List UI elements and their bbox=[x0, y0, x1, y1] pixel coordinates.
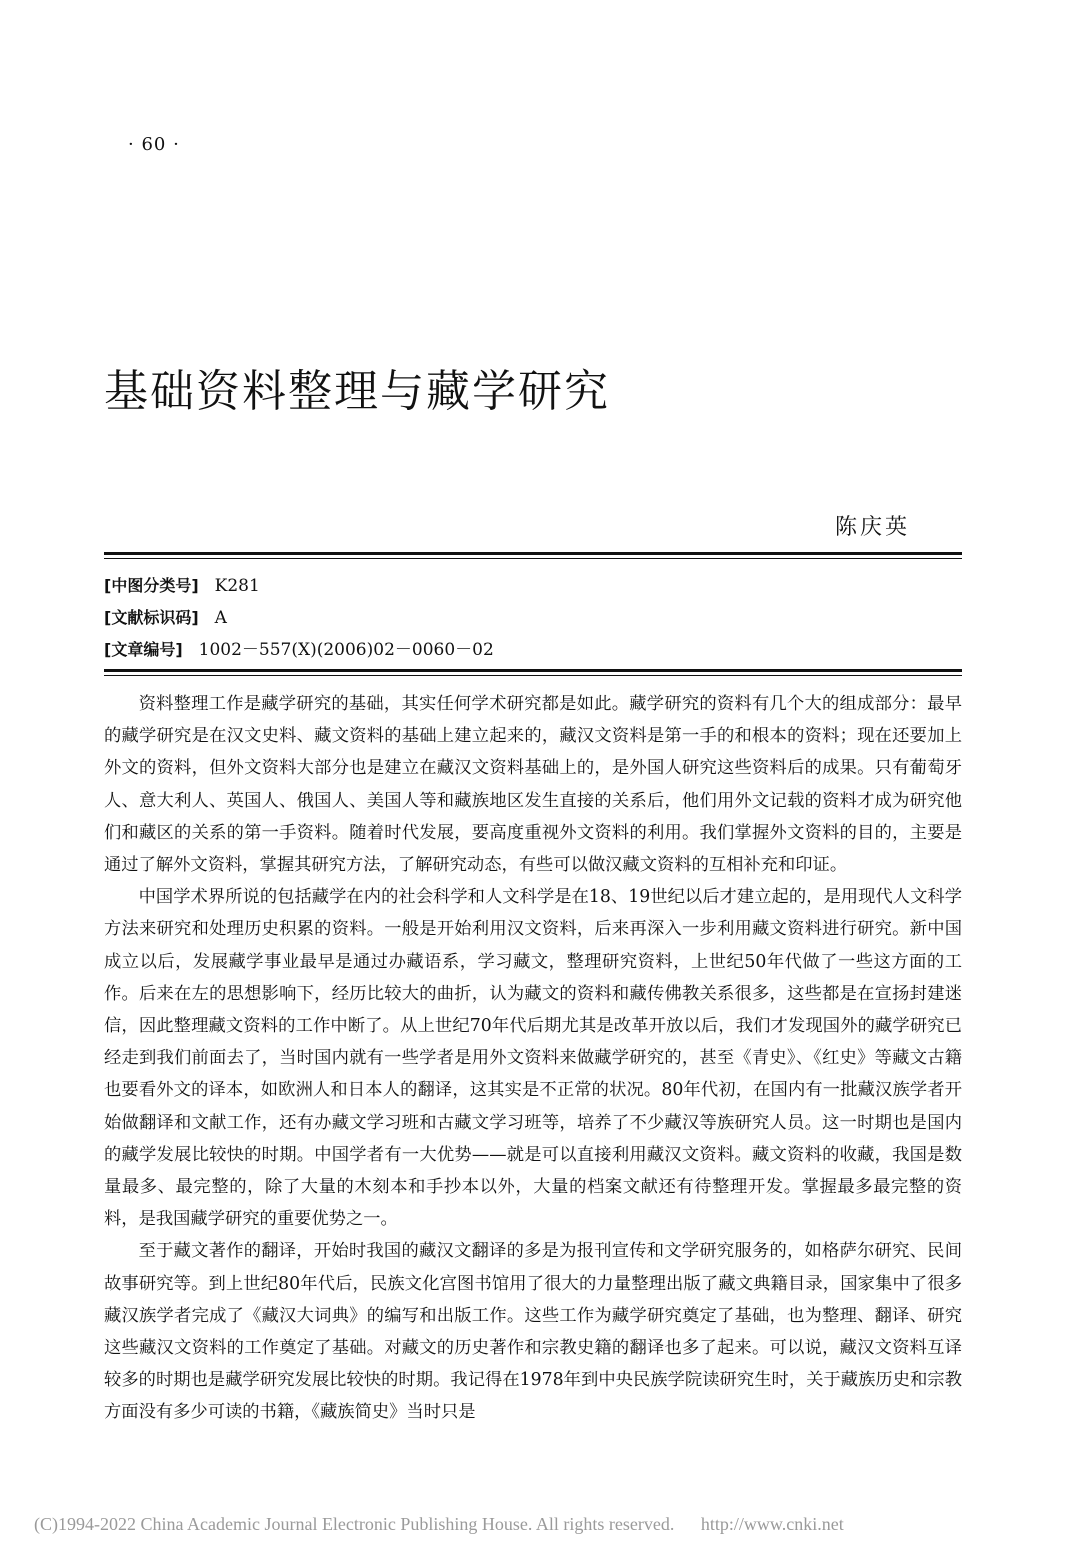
meta-value: K281 bbox=[214, 576, 260, 596]
article-body bbox=[104, 688, 962, 1429]
article-title: 基础资料整理与藏学研究 bbox=[104, 366, 610, 417]
page-number: · 60 · bbox=[128, 134, 180, 155]
meta-row-document-code bbox=[104, 602, 494, 634]
copyright-footer bbox=[34, 1514, 844, 1535]
article-metadata bbox=[104, 570, 494, 666]
meta-row-classification bbox=[104, 570, 494, 602]
metadata-rule-thick bbox=[104, 669, 962, 672]
header-rule-thick bbox=[104, 552, 962, 555]
meta-row-article-number bbox=[104, 634, 494, 666]
meta-label: [文章编号] bbox=[104, 640, 183, 659]
paragraph: 至于藏文著作的翻译，开始时我国的藏汉文翻译的多是为报刊宣传和文学研究服务的，如格萨尔研究、民间故事研究等。到上世纪80年代后，民族文化宫图书馆用了很大的力量整理出版了藏文典籍目录，国家集中了很多藏汉族学者完成了《藏汉大词典》的编写和出版工作。这些工作为藏学研究奠定了基础，也为整理、翻译、研究这些藏汉文资料的工作奠定了基础。对藏文的历史著作和宗教史籍的翻译也多了起来。可以说，藏汉文资料互译较多的时期也是藏学研究发展比较快的时期。我记得在1978年到中央民族学院读研究生时，关于藏族历史和宗教方面没有多少可读的书籍，《藏族简史》当时只是 bbox=[104, 1241, 962, 1423]
header-rule-thin bbox=[104, 558, 962, 559]
paragraph: 中国学术界所说的包括藏学在内的社会科学和人文科学是在18、19世纪以后才建立起的，是用现代人文科学方法来研究和处理历史积累的资料。一般是开始利用汉文资料，后来再深入一步利用藏文资料进行研究。新中国成立以后，发展藏学事业最早是通过办藏语系，学习藏文，整理研究资料，上世纪50年代做了一些这方面的工作。后来在左的思想影响下，经历比较大的曲折，认为藏文的资料和藏传佛教关系很多，这些都是在宣扬封建迷信，因此整理藏文资料的工作中断了。从上世纪70年代后期尤其是改革开放以后，我们才发现国外的藏学研究已经走到我们前面去了，当时国内就有一些学者是用外文资料来做藏学研究的，甚至《青史》、《红史》等藏文古籍也要看外文的译本，如欧洲人和日本人的翻译，这其实是不正常的状况。80年代初，在国内有一批藏汉族学者开始做翻译和文献工作，还有办藏文学习班和古藏文学习班等，培养了不少藏汉等族研究人员。这一时期也是国内的藏学发展比较快的时期。中国学者有一大优势——就是可以直接利用藏汉文资料。藏文资料的收藏，我国是数量最多、最完整的，除了大量的木刻本和手抄本以外，大量的档案文献还有待整理开发。掌握最多最完整的资料，是我国藏学研究的重要优势之一。 bbox=[104, 887, 962, 1230]
metadata-rule-thin bbox=[104, 675, 962, 676]
copyright-text: (C)1994-2022 China Academic Journal Electronic Publishing House. All rights reserved. bbox=[34, 1514, 675, 1534]
meta-value: 1002－557(X)(2006)02－0060－02 bbox=[198, 640, 494, 660]
meta-label: [中图分类号] bbox=[104, 576, 199, 595]
paragraph: 资料整理工作是藏学研究的基础，其实任何学术研究都是如此。藏学研究的资料有几个大的组成部分：最早的藏学研究是在汉文史料、藏文资料的基础上建立起来的，藏汉文资料是第一手的和根本的资料；现在还要加上外文的资料，但外文资料大部分也是建立在藏汉文资料基础上的，是外国人研究这些资料后的成果。只有葡萄牙人、意大利人、英国人、俄国人、美国人等和藏族地区发生直接的关系后，他们用外文记载的资料才成为研究他们和藏区的关系的第一手资料。随着时代发展，要高度重视外文资料的利用。我们掌握外文资料的目的，主要是通过了解外文资料，掌握其研究方法，了解研究动态，有些可以做汉藏文资料的互相补充和印证。 bbox=[104, 694, 962, 876]
meta-label: [文献标识码] bbox=[104, 608, 199, 627]
footer-url: http://www.cnki.net bbox=[700, 1514, 844, 1534]
author-name: 陈庆英 bbox=[834, 515, 910, 540]
meta-value: A bbox=[214, 608, 227, 628]
